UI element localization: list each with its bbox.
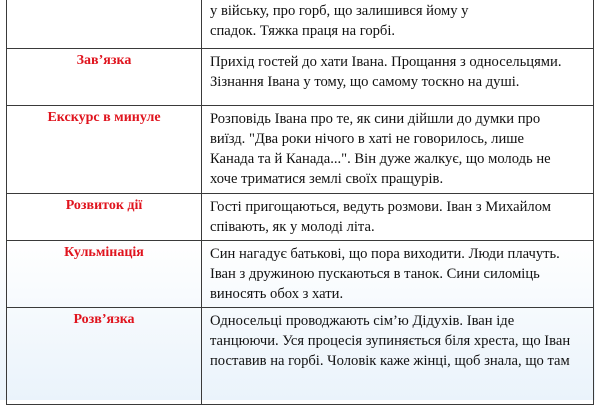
description-cell [202,194,594,241]
description-line: виїзд. "Два роки нічого в хаті не говорилось, лише [210,131,524,147]
stage-cell [7,0,202,49]
stage-cell: Розв’язка [7,308,202,405]
table-row [7,194,594,241]
description-line: Гості пригощаються, ведуть розмови. Іван з Михайлом [210,199,551,215]
description-line: Розповідь Івана про те, як сини дійшли до думки про [210,111,541,127]
stage-cell: Кульмінація [7,241,202,308]
description-cell [202,241,594,308]
description-cell [202,106,594,194]
table-row [7,0,594,49]
description-line: спадок. Тяжка праця на горбі. [210,23,396,39]
description-line: Зізнання Івана у тому, що самому тоскно на душі. [210,74,520,90]
description-line: танцюючи. Уся процесія зупиняється біля хреста, що Іван [210,333,571,349]
table-row [7,241,594,308]
description-line: Іван з дружиною пускаються в танок. Сини силоміць [210,266,540,282]
table-row [7,106,594,194]
description-line: Син нагадує батькові, що пора виходити. Люди плачуть. [210,246,560,262]
description-line: поставив на горбі. Чоловік каже жінці, щоб знала, що там [210,353,570,369]
description-line: Прихід гостей до хати Івана. Прощання з односельцями. [210,54,562,70]
description-cell [202,0,594,49]
stage-cell: Зав’язка [7,49,202,106]
stage-cell: Розвиток дії [7,194,202,241]
description-line: Односельці проводжають сім’ю Дідухів. Іван іде [210,313,515,329]
stage-cell: Екскурс в минуле [7,106,202,194]
description-line: виносять обох з хати. [210,286,344,302]
table-row [7,49,594,106]
description-line: хоче триматися землі своїх пращурів. [210,171,444,187]
description-cell [202,49,594,106]
description-line: Канада та й Канада...". Він дуже жалкує, що молодь не [210,151,551,167]
description-cell [202,308,594,405]
table-row [7,308,594,405]
plot-structure-table [6,0,594,405]
description-line: співають, як у молоді літа. [210,219,375,235]
description-line: у війську, про горб, що залишився йому у [210,3,469,19]
